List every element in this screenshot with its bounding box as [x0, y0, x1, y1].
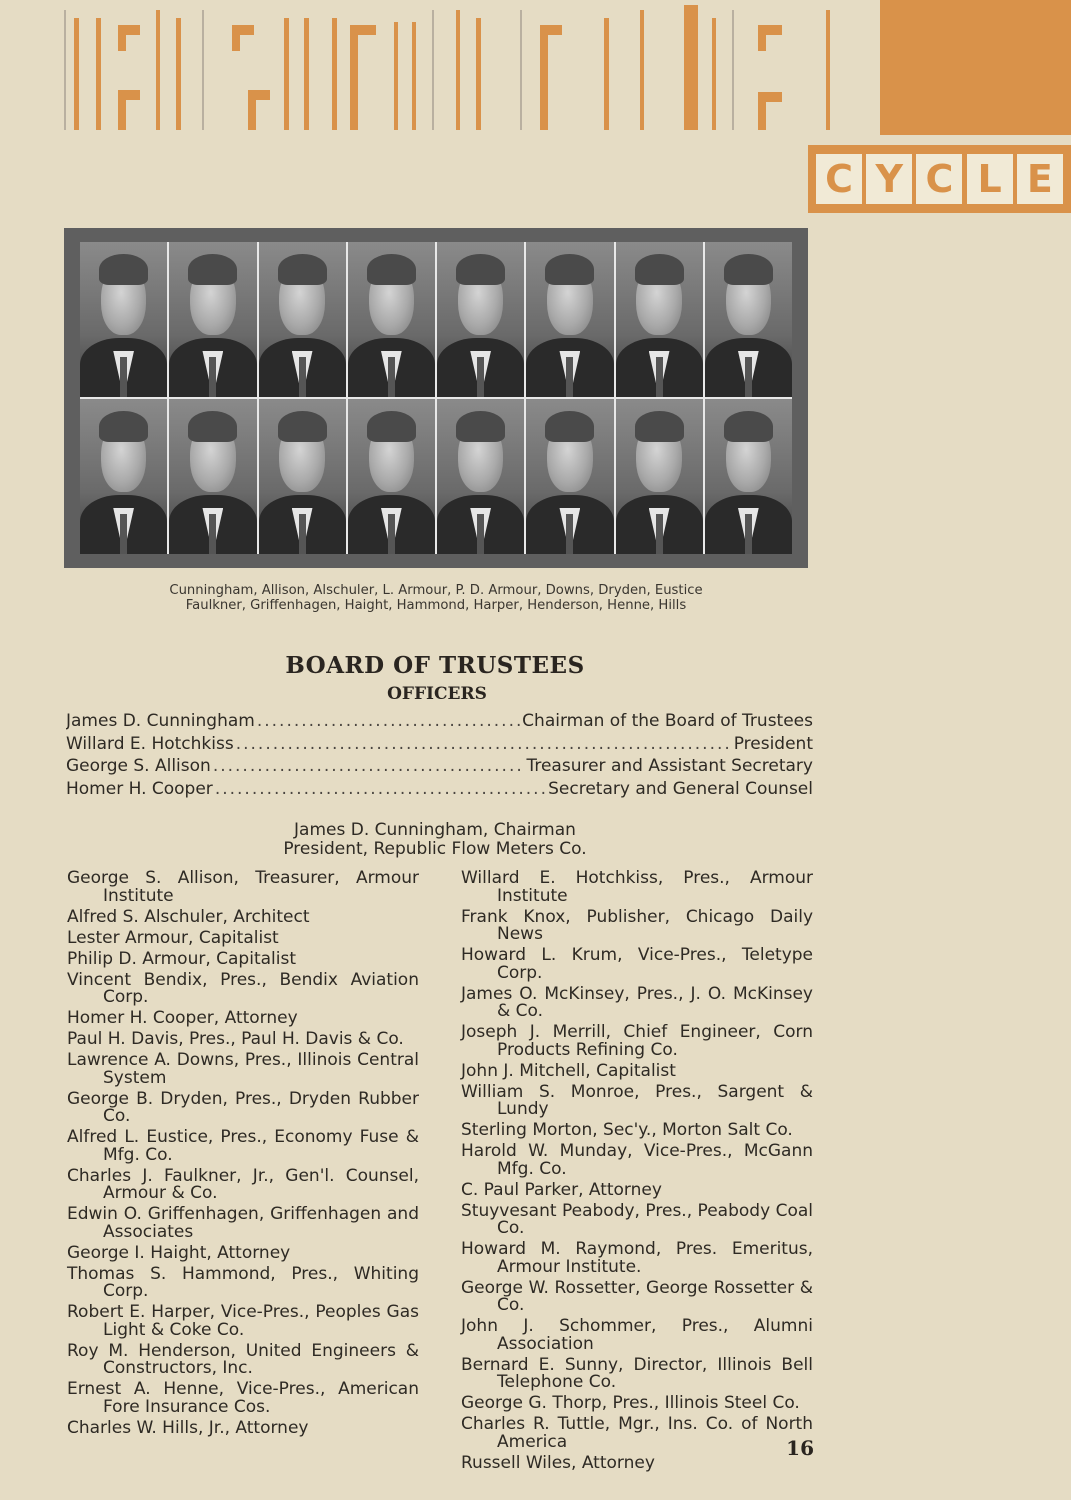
trustee-portrait	[259, 242, 346, 397]
officer-name: Willard E. Hotchkiss	[66, 733, 234, 754]
trustee-entry: Bernard E. Sunny, Director, Illinois Bell Telephone Co.	[461, 1354, 813, 1392]
trustee-entry: Edwin O. Griffenhagen, Griffenhagen and Associates	[67, 1204, 419, 1242]
trustee-entry: Lawrence A. Downs, Pres., Illinois Central System	[67, 1050, 419, 1088]
caption-line: Cunningham, Allison, Alschuler, L. Armour, P. D. Armour, Downs, Dryden, Eustice	[169, 583, 703, 598]
page-title: BOARD OF TRUSTEES	[285, 652, 585, 679]
trustee-entry: Joseph J. Merrill, Chief Engineer, Corn Products Refining Co.	[461, 1022, 813, 1060]
trustee-entry: Paul H. Davis, Pres., Paul H. Davis & Co.	[67, 1029, 404, 1049]
trustee-portrait	[348, 242, 435, 397]
trustee-entry: George G. Thorp, Pres., Illinois Steel Co.	[461, 1393, 800, 1413]
banner-letter: C	[916, 154, 962, 204]
trustee-portrait	[526, 399, 613, 554]
chairman-affiliation: President, Republic Flow Meters Co.	[283, 839, 587, 859]
officer-name: Homer H. Cooper	[66, 778, 213, 799]
trustee-entry: Vincent Bendix, Pres., Bendix Aviation Corp.	[67, 969, 419, 1007]
chairman-name: James D. Cunningham, Chairman	[294, 820, 576, 840]
trustee-entry: Ernest A. Henne, Vice-Pres., American Fore Insurance Cos.	[67, 1379, 419, 1417]
trustee-entry: John J. Mitchell, Capitalist	[461, 1060, 676, 1081]
trustee-photo-grid	[64, 228, 808, 568]
trustee-entry: Lester Armour, Capitalist	[67, 927, 279, 948]
trustee-entry: C. Paul Parker, Attorney	[461, 1179, 662, 1200]
officer-row	[66, 733, 813, 756]
trustee-portrait	[705, 399, 792, 554]
trustee-portrait	[348, 399, 435, 554]
officer-role: Secretary and General Counsel	[548, 778, 813, 799]
trustee-entry: George W. Rossetter, George Rossetter & Co.	[461, 1277, 813, 1315]
trustee-portrait	[705, 242, 792, 397]
caption-line: Faulkner, Griffenhagen, Haight, Hammond, Harper, Henderson, Henne, Hills	[185, 598, 687, 613]
trustee-portrait	[526, 242, 613, 397]
members-right-column	[461, 870, 813, 1476]
banner-letter: E	[1017, 154, 1063, 204]
trustee-entry: Thomas S. Hammond, Pres., Whiting Corp.	[67, 1263, 419, 1301]
trustee-entry: Robert E. Harper, Vice-Pres., Peoples Gas Light & Coke Co.	[67, 1302, 419, 1340]
trustee-entry: Roy M. Henderson, United Engineers & Constructors, Inc.	[67, 1340, 419, 1378]
trustee-portrait	[437, 242, 524, 397]
trustee-entry: Howard L. Krum, Vice-Pres., Teletype Corp.	[461, 945, 813, 983]
trustee-portrait	[616, 242, 703, 397]
trustee-entry: Harold W. Munday, Vice-Pres., McGann Mfg. Co.	[461, 1141, 813, 1179]
leader-dots	[213, 755, 525, 778]
members-left-column	[67, 870, 419, 1441]
banner-letter: C	[816, 154, 862, 204]
officers-list	[66, 710, 813, 800]
photo-caption	[64, 583, 808, 613]
trustee-entry: William S. Monroe, Pres., Sargent & Lundy	[461, 1081, 813, 1119]
trustee-entry: Alfred L. Eustice, Pres., Economy Fuse & Mfg. Co.	[67, 1127, 419, 1165]
trustee-entry: Alfred S. Alschuler, Architect	[67, 906, 310, 927]
trustee-entry: George I. Haight, Attorney	[67, 1242, 291, 1263]
trustee-entry: Stuyvesant Peabody, Pres., Peabody Coal Co.	[461, 1200, 813, 1238]
photo-grid-inner	[80, 242, 792, 554]
trustee-entry: Charles J. Faulkner, Jr., Gen'l. Counsel, Armour & Co.	[67, 1165, 419, 1203]
leader-dots	[215, 778, 546, 801]
trustee-entry: Sterling Morton, Sec'y., Morton Salt Co.	[461, 1120, 793, 1140]
trustee-entry: George B. Dryden, Pres., Dryden Rubber Co.	[67, 1088, 419, 1126]
leader-dots	[257, 710, 520, 733]
trustee-entry: Russell Wiles, Attorney	[461, 1452, 655, 1473]
trustee-portrait	[169, 399, 256, 554]
trustee-entry: Charles R. Tuttle, Mgr., Ins. Co. of North America	[461, 1414, 813, 1452]
officer-row	[66, 755, 813, 778]
page-number: 16	[786, 1436, 814, 1460]
trustee-entry: James O. McKinsey, Pres., J. O. McKinsey & Co.	[461, 983, 813, 1021]
leader-dots	[236, 733, 732, 756]
chairman-block	[0, 821, 870, 859]
officer-row	[66, 778, 813, 801]
trustee-entry: Willard E. Hotchkiss, Pres., Armour Institute	[461, 868, 813, 906]
trustee-portrait	[437, 399, 524, 554]
trustee-entry: Howard M. Raymond, Pres. Emeritus, Armour Institute.	[461, 1239, 813, 1277]
trustee-entry: George S. Allison, Treasurer, Armour Institute	[67, 868, 419, 906]
trustee-entry: Homer H. Cooper, Attorney	[67, 1008, 298, 1028]
trustee-portrait	[259, 399, 346, 554]
banner-letter: Y	[866, 154, 912, 204]
trustee-entry: John J. Schommer, Pres., Alumni Association	[461, 1316, 813, 1354]
officer-role: Treasurer and Assistant Secretary	[526, 756, 813, 776]
officer-role: Chairman of the Board of Trustees	[522, 711, 813, 731]
trustee-entry: Charles W. Hills, Jr., Attorney	[67, 1417, 309, 1438]
header-decoration	[0, 0, 1071, 215]
trustee-portrait	[616, 399, 703, 554]
trustee-portrait	[80, 242, 167, 397]
trustee-entry: Frank Knox, Publisher, Chicago Daily News	[461, 906, 813, 944]
section-subtitle: OFFICERS	[387, 684, 487, 704]
banner-letter: L	[967, 154, 1013, 204]
officer-name: George S. Allison	[66, 756, 211, 776]
trustee-portrait	[80, 399, 167, 554]
trustee-portrait	[169, 242, 256, 397]
cycle-banner	[808, 145, 1071, 213]
officer-row	[66, 710, 813, 733]
trustee-entry: Philip D. Armour, Capitalist	[67, 948, 296, 969]
officer-name: James D. Cunningham	[66, 711, 255, 731]
officer-role: President	[733, 733, 813, 754]
